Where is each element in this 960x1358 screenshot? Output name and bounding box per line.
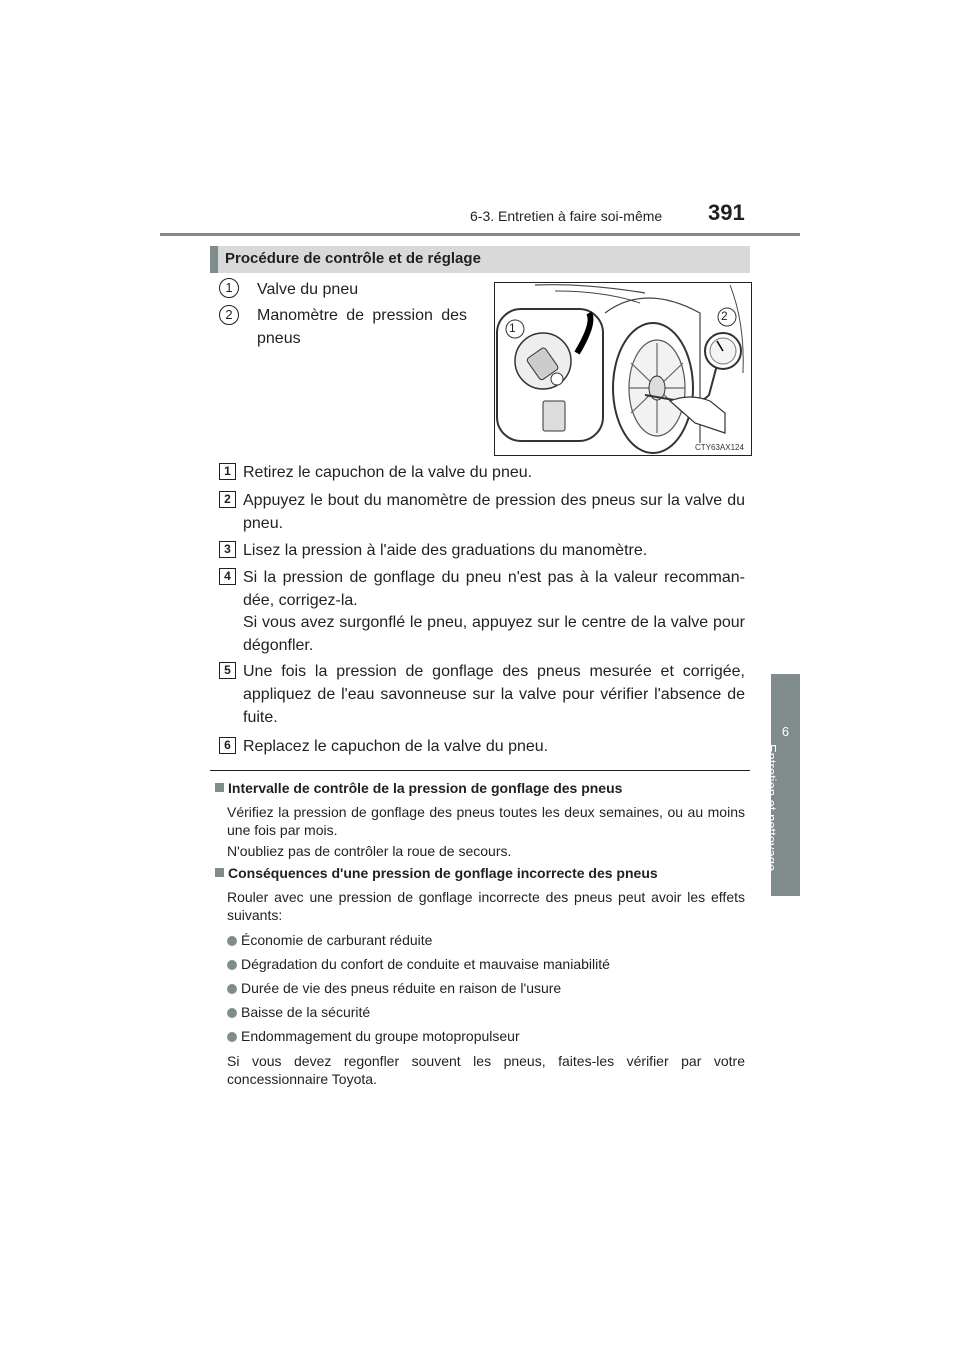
bullet-text: Dégradation du confort de conduite et mauvaise maniabilité [241, 956, 610, 972]
step-text-1: Retirez le capuchon de la valve du pneu. [243, 464, 533, 481]
bullet-dot-icon [227, 1032, 237, 1042]
note-heading-1 [215, 780, 622, 796]
bullet-dot-icon [227, 960, 237, 970]
tire-gauge-illustration [494, 282, 752, 456]
illustration-callout-2: 2 [721, 309, 728, 323]
section-title-accent [210, 246, 218, 273]
bullet-item [227, 1028, 520, 1044]
chapter-number: 6 [781, 724, 790, 739]
step-text-3: Lisez la pression à l'aide des graduations du manomètre. [243, 542, 648, 559]
note-text-1b: N'oubliez pas de contrôler la roue de secours. [227, 843, 512, 859]
legend-text-2-line2: pneus [257, 330, 301, 347]
illustration-callout-1: 1 [509, 321, 516, 335]
header-rule [160, 233, 800, 236]
chapter-label-wrapper [763, 742, 800, 892]
note-text-1: Vérifiez la pression de gonflage des pneus toutes les deux semaines, ou au moins une fois par mois. [227, 804, 745, 838]
step-number-6: 6 [219, 737, 236, 754]
bullet-item [227, 980, 561, 996]
running-header-section: 6-3. Entretien à faire soi-même [470, 208, 663, 224]
bullet-item [227, 1004, 370, 1020]
step-number-1: 1 [219, 463, 236, 480]
bullet-dot-icon [227, 984, 237, 994]
note-square-icon [215, 783, 224, 792]
note-text-2: Rouler avec une pression de gonflage incorrecte des pneus peut avoir les effets suivants: [227, 889, 745, 923]
step-text-2: Appuyez le bout du manomètre de pression des pneus sur la valve du pneu. [243, 492, 745, 532]
legend-text-1: Valve du pneu [257, 281, 359, 298]
note-heading-2 [215, 865, 658, 881]
step-number-4: 4 [219, 568, 236, 585]
bullet-item [227, 956, 610, 972]
bullet-dot-icon [227, 936, 237, 946]
step-text-5: Une fois la pression de gonflage des pneus mesurée et corrigée, appliquez de l'eau savonneuse sur la valve pour vérifier l'absence de fuite. [243, 663, 745, 726]
legend-marker-2: 2 [219, 305, 239, 325]
step-text-4: Si la pression de gonflage du pneu n'est pas à la valeur recomman-dée, corrigez-la. [243, 569, 745, 609]
bullet-item [227, 932, 432, 948]
legend-text-2-line1: Manomètre de pression des [257, 307, 467, 324]
bullet-text: Économie de carburant réduite [241, 932, 433, 948]
step-number-2: 2 [219, 491, 236, 508]
section-title: Procédure de contrôle et de réglage [225, 250, 481, 267]
chapter-label: Entretien et nettoyage [763, 744, 779, 872]
note-heading-1-text: Intervalle de contrôle de la pression de gonflage des pneus [228, 780, 623, 796]
bullet-text: Endommagement du groupe motopropulseur [241, 1028, 520, 1044]
step-number-3: 3 [219, 541, 236, 558]
step-number-5: 5 [219, 662, 236, 679]
bullet-dot-icon [227, 1008, 237, 1018]
step-text-4-continued: Si vous avez surgonflé le pneu, appuyez sur le centre de la valve pour dégonfler. [243, 614, 745, 654]
bullet-text: Baisse de la sécurité [241, 1004, 371, 1020]
notes-rule [210, 770, 750, 771]
note-square-icon [215, 868, 224, 877]
bullet-text: Durée de vie des pneus réduite en raison de l'usure [241, 980, 562, 996]
page-number: 391 [708, 200, 745, 225]
legend-marker-1: 1 [219, 278, 239, 298]
note-heading-2-text: Conséquences d'une pression de gonflage incorrecte des pneus [228, 865, 658, 881]
illustration-code: CTY63AX124 [695, 443, 744, 452]
illustration-svg [495, 283, 751, 455]
step-text-6: Replacez le capuchon de la valve du pneu. [243, 738, 549, 755]
note-closing: Si vous devez regonfler souvent les pneus, faites-les vérifier par votre concessionnaire Toyota. [227, 1053, 745, 1087]
